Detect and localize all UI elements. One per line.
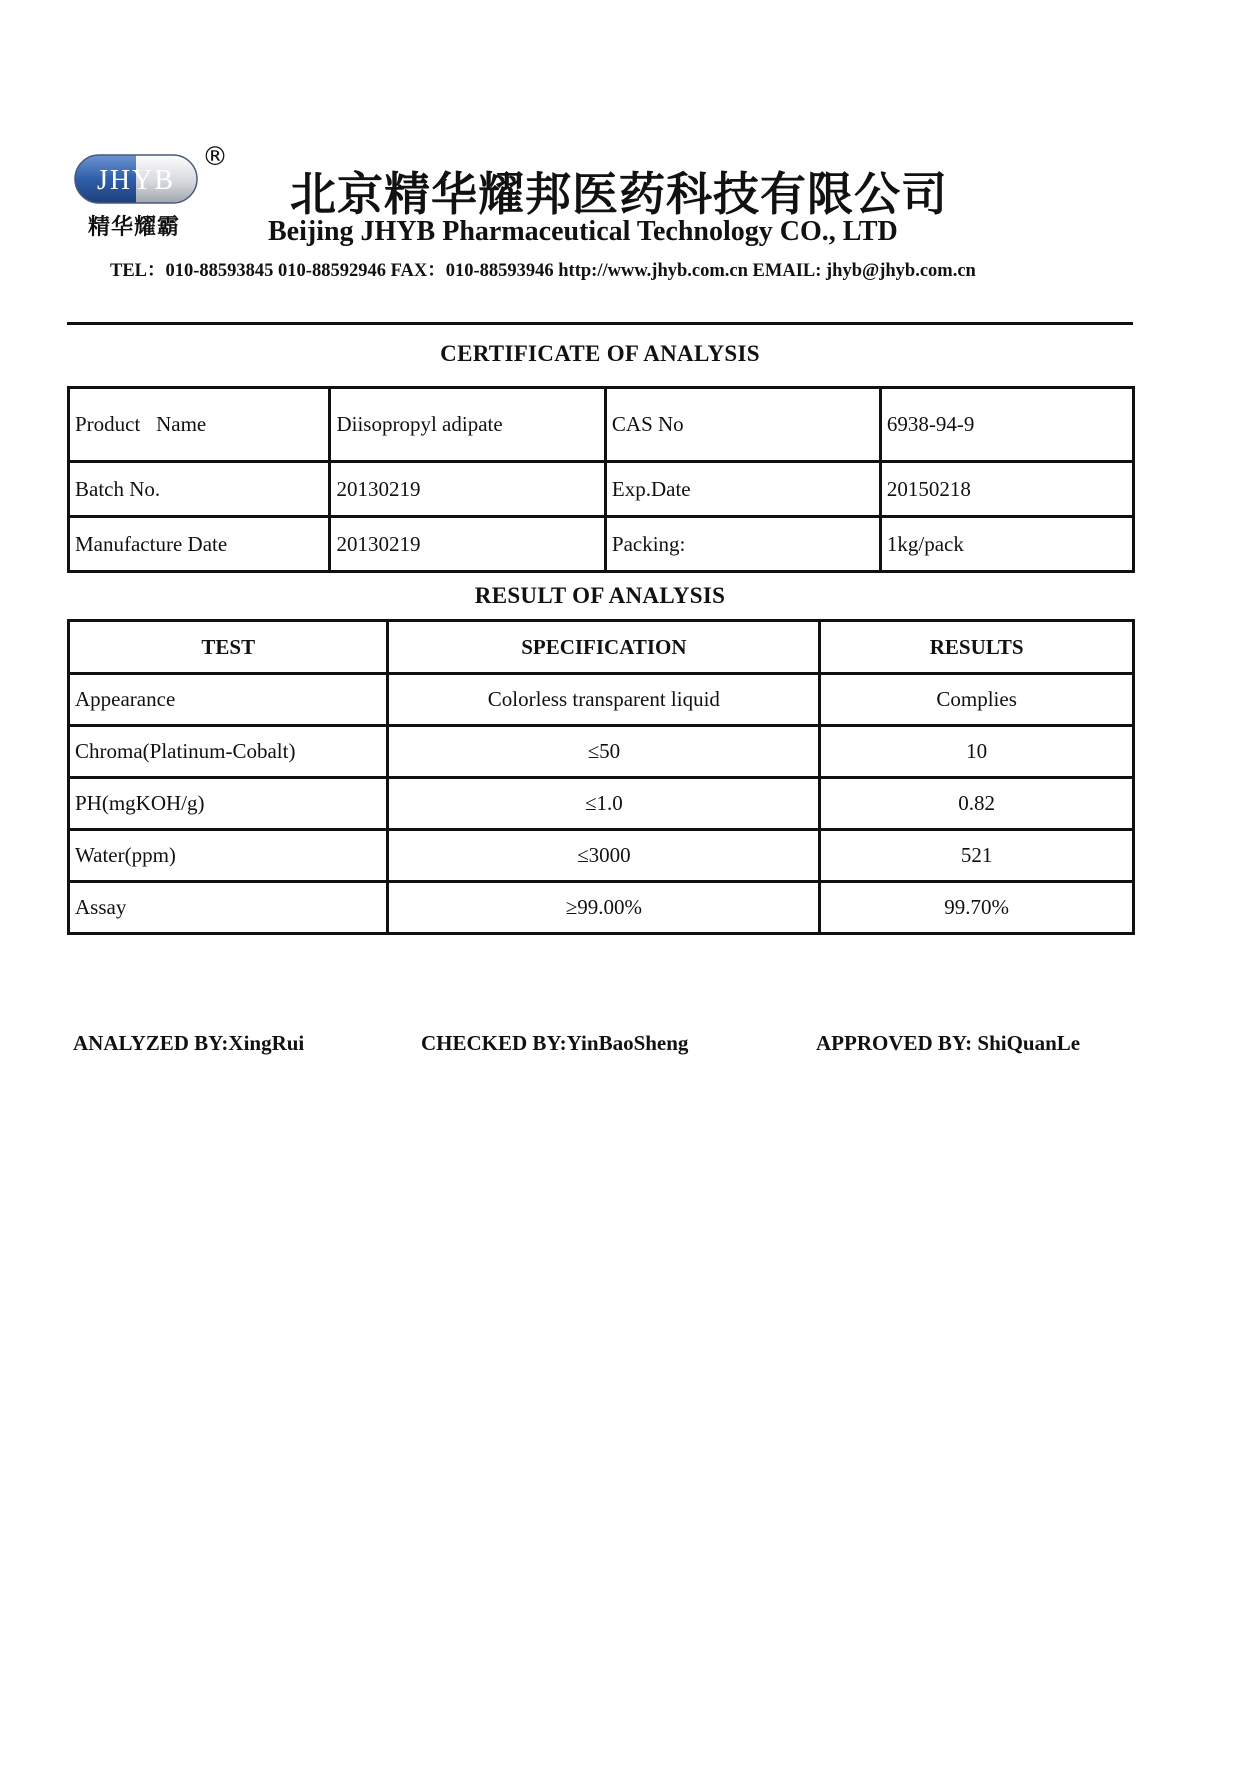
company-name-english: Beijing JHYB Pharmaceutical Technology CO., LTD: [268, 216, 898, 247]
table-row: [69, 882, 1134, 934]
specification-value: ≤1.0: [388, 778, 820, 830]
specification-value: ≤50: [388, 726, 820, 778]
table-row: [69, 830, 1134, 882]
results-title: RESULT OF ANALYSIS: [474, 583, 726, 608]
packing-value: 1kg/pack: [880, 517, 1133, 572]
header-divider: [67, 322, 1133, 325]
test-name: Chroma(Platinum-Cobalt): [69, 726, 388, 778]
test-name: PH(mgKOH/g): [69, 778, 388, 830]
certificate-info-table: [67, 386, 1135, 573]
product-name-label: Product Name: [69, 388, 330, 462]
batch-no-value: 20130219: [330, 462, 605, 517]
contact-line: TEL：010-88593845 010-88592946 FAX：010-88593946 http://www.jhyb.com.cn EMAIL: jhyb@jhyb.com.cn: [110, 261, 976, 281]
exp-date-value: 20150218: [880, 462, 1133, 517]
test-name: Assay: [69, 882, 388, 934]
company-name-chinese: 北京精华耀邦医药科技有限公司: [290, 167, 948, 221]
specification-column-header: SPECIFICATION: [388, 621, 820, 674]
cas-no-label: CAS No: [605, 388, 880, 462]
results-table: [67, 619, 1135, 935]
packing-label: Packing:: [605, 517, 880, 572]
specification-value: Colorless transparent liquid: [388, 674, 820, 726]
test-column-header: TEST: [69, 621, 388, 674]
result-value: Complies: [820, 674, 1134, 726]
logo-chinese-name: 精华耀霸: [88, 215, 181, 240]
table-row: [69, 388, 1134, 462]
company-logo: [74, 142, 228, 240]
results-header-row: [69, 621, 1134, 674]
table-row: [69, 674, 1134, 726]
table-row: [69, 726, 1134, 778]
table-row: [69, 517, 1134, 572]
manufacture-date-value: 20130219: [330, 517, 605, 572]
results-column-header: RESULTS: [820, 621, 1134, 674]
table-row: [69, 462, 1134, 517]
table-row: [69, 778, 1134, 830]
exp-date-label: Exp.Date: [605, 462, 880, 517]
test-name: Water(ppm): [69, 830, 388, 882]
result-value: 99.70%: [820, 882, 1134, 934]
checked-by: CHECKED BY:YinBaoSheng: [421, 1031, 689, 1055]
batch-no-label: Batch No.: [69, 462, 330, 517]
analyzed-by: ANALYZED BY:XingRui: [73, 1031, 305, 1055]
cas-no-value: 6938-94-9: [880, 388, 1133, 462]
logo-letters: JHYB: [96, 165, 176, 196]
jhyb-logo-badge: [74, 154, 198, 204]
certificate-title: CERTIFICATE OF ANALYSIS: [440, 341, 760, 366]
approved-by: APPROVED BY: ShiQuanLe: [816, 1031, 1081, 1055]
specification-value: ≥99.00%: [388, 882, 820, 934]
manufacture-date-label: Manufacture Date: [69, 517, 330, 572]
specification-value: ≤3000: [388, 830, 820, 882]
result-value: 10: [820, 726, 1134, 778]
test-name: Appearance: [69, 674, 388, 726]
registered-trademark-mark: ®: [202, 142, 228, 172]
result-value: 521: [820, 830, 1134, 882]
result-value: 0.82: [820, 778, 1134, 830]
product-name-value: Diisopropyl adipate: [330, 388, 605, 462]
